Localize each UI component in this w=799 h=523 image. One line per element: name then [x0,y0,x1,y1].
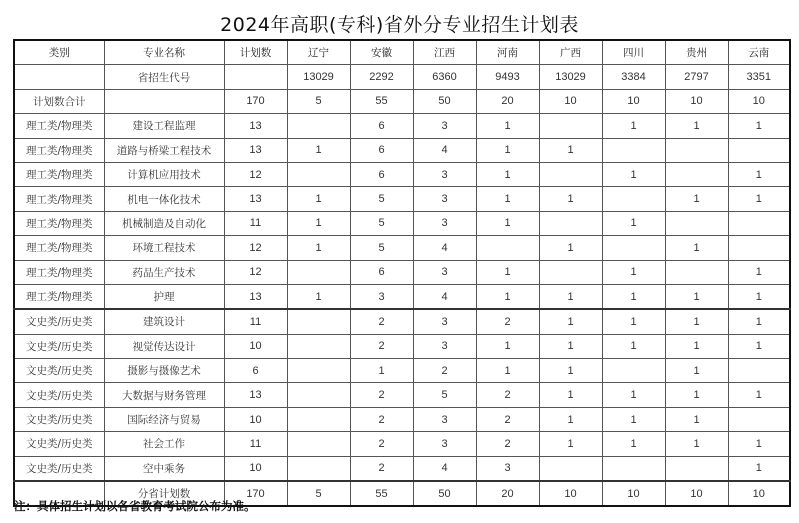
count-cell: 2797 [665,65,728,89]
count-cell [287,114,350,138]
count-cell: 3 [413,162,476,186]
count-cell: 1 [665,236,728,260]
count-cell: 170 [224,481,287,506]
count-cell: 1 [728,383,790,407]
column-header: 辽宁 [287,40,350,65]
count-cell: 10 [602,481,665,506]
count-cell: 1 [539,334,602,358]
count-cell [665,211,728,235]
count-cell: 1 [665,359,728,383]
column-header: 计划数 [224,40,287,65]
count-cell: 1 [476,162,539,186]
count-cell: 3384 [602,65,665,89]
count-cell: 1 [539,236,602,260]
count-cell: 1 [539,383,602,407]
category-cell: 理工类/物理类 [14,284,104,309]
enrollment-plan-table [13,39,791,507]
table-row [14,236,790,260]
table-row [14,260,790,284]
count-cell: 10 [539,89,602,113]
count-cell: 3 [413,260,476,284]
count-cell: 2292 [350,65,413,89]
count-cell: 10 [224,407,287,431]
count-cell [539,260,602,284]
count-cell: 6 [350,162,413,186]
major-name-cell: 视觉传达设计 [104,334,224,358]
column-header: 安徽 [350,40,413,65]
count-cell [539,114,602,138]
major-name-cell [104,89,224,113]
count-cell [665,138,728,162]
count-cell: 10 [665,89,728,113]
column-header: 广西 [539,40,602,65]
count-cell: 3 [413,309,476,334]
count-cell: 2 [413,359,476,383]
count-cell: 3 [350,284,413,309]
table-row [14,407,790,431]
count-cell: 1 [728,284,790,309]
count-cell: 3 [413,334,476,358]
count-cell: 1 [539,138,602,162]
count-cell: 4 [413,236,476,260]
count-cell: 12 [224,260,287,284]
count-cell: 20 [476,89,539,113]
count-cell: 6 [350,260,413,284]
count-cell: 1 [287,236,350,260]
count-cell: 2 [476,383,539,407]
count-cell: 2 [350,334,413,358]
count-cell: 9493 [476,65,539,89]
major-name-cell: 大数据与财务管理 [104,383,224,407]
count-cell: 6360 [413,65,476,89]
total-plan-row [14,89,790,113]
category-cell: 文史类/历史类 [14,407,104,431]
column-header: 四川 [602,40,665,65]
count-cell: 1 [728,456,790,481]
count-cell [665,260,728,284]
column-header: 类别 [14,40,104,65]
count-cell [224,65,287,89]
count-cell [287,334,350,358]
count-cell: 3 [413,407,476,431]
count-cell: 5 [350,236,413,260]
count-cell [728,138,790,162]
count-cell: 1 [287,211,350,235]
major-name-cell: 省招生代号 [104,65,224,89]
count-cell: 1 [476,138,539,162]
category-cell: 文史类/历史类 [14,359,104,383]
count-cell: 1 [602,309,665,334]
count-cell: 2 [350,309,413,334]
count-cell: 1 [728,260,790,284]
count-cell: 1 [287,284,350,309]
major-name-cell: 机电一体化技术 [104,187,224,211]
count-cell: 13 [224,284,287,309]
count-cell: 50 [413,481,476,506]
count-cell [665,162,728,186]
count-cell: 1 [665,407,728,431]
count-cell: 1 [602,114,665,138]
count-cell: 13 [224,114,287,138]
count-cell: 5 [413,383,476,407]
count-cell [539,456,602,481]
count-cell [287,456,350,481]
count-cell: 3 [413,114,476,138]
table-row [14,187,790,211]
category-cell: 理工类/物理类 [14,260,104,284]
major-name-cell: 护理 [104,284,224,309]
major-name-cell: 计算机应用技术 [104,162,224,186]
count-cell: 1 [602,334,665,358]
column-header: 云南 [728,40,790,65]
count-cell: 1 [665,334,728,358]
count-cell: 1 [476,187,539,211]
count-cell: 13029 [539,65,602,89]
table-row [14,334,790,358]
count-cell: 2 [350,407,413,431]
major-name-cell: 建设工程监理 [104,114,224,138]
category-cell: 文史类/历史类 [14,432,104,456]
province-code-row [14,65,790,89]
count-cell: 1 [476,359,539,383]
count-cell [602,138,665,162]
count-cell [602,359,665,383]
count-cell: 20 [476,481,539,506]
count-cell [665,456,728,481]
count-cell: 2 [476,309,539,334]
count-cell: 1 [665,284,728,309]
count-cell [539,211,602,235]
count-cell: 1 [539,309,602,334]
major-name-cell: 机械制造及自动化 [104,211,224,235]
count-cell [602,187,665,211]
count-cell [728,359,790,383]
count-cell: 5 [287,89,350,113]
table-row [14,456,790,481]
table-row [14,432,790,456]
count-cell: 50 [413,89,476,113]
count-cell: 13 [224,187,287,211]
column-header: 河南 [476,40,539,65]
count-cell [728,236,790,260]
count-cell: 1 [476,284,539,309]
count-cell: 10 [602,89,665,113]
count-cell: 1 [476,211,539,235]
major-name-cell: 环境工程技术 [104,236,224,260]
count-cell: 1 [602,284,665,309]
count-cell: 1 [602,211,665,235]
table-row [14,211,790,235]
count-cell: 1 [476,334,539,358]
count-cell: 1 [665,383,728,407]
count-cell: 1 [539,284,602,309]
count-cell: 1 [665,309,728,334]
category-cell: 文史类/历史类 [14,309,104,334]
count-cell: 11 [224,211,287,235]
count-cell [602,236,665,260]
count-cell: 13029 [287,65,350,89]
count-cell: 1 [287,138,350,162]
category-cell: 文史类/历史类 [14,456,104,481]
count-cell: 170 [224,89,287,113]
table-row [14,284,790,309]
table-row [14,138,790,162]
count-cell: 2 [476,407,539,431]
count-cell: 1 [728,334,790,358]
count-cell: 55 [350,481,413,506]
major-name-cell: 建筑设计 [104,309,224,334]
count-cell: 1 [476,114,539,138]
count-cell: 2 [350,456,413,481]
count-cell: 11 [224,309,287,334]
column-header: 江西 [413,40,476,65]
table-row [14,383,790,407]
count-cell: 10 [539,481,602,506]
count-cell: 1 [539,187,602,211]
category-cell: 理工类/物理类 [14,236,104,260]
count-cell: 10 [665,481,728,506]
count-cell: 55 [350,89,413,113]
category-cell: 理工类/物理类 [14,187,104,211]
count-cell [287,309,350,334]
count-cell: 4 [413,284,476,309]
table-row [14,114,790,138]
count-cell: 1 [350,359,413,383]
table-row [14,162,790,186]
count-cell [476,236,539,260]
count-cell: 5 [350,187,413,211]
major-name-cell: 社会工作 [104,432,224,456]
count-cell: 1 [602,407,665,431]
count-cell [728,211,790,235]
table-row [14,309,790,334]
count-cell [287,383,350,407]
count-cell: 1 [728,114,790,138]
footnote: 注：具体招生计划以各省教育考试院公布为准。 [14,499,256,513]
count-cell: 12 [224,162,287,186]
count-cell: 4 [413,138,476,162]
count-cell: 1 [287,187,350,211]
header-row [14,40,790,65]
major-name-cell: 空中乘务 [104,456,224,481]
page-title: 2024年高职(专科)省外分专业招生计划表 [220,14,579,36]
count-cell: 10 [224,334,287,358]
count-cell: 1 [539,407,602,431]
count-cell: 3 [413,432,476,456]
count-cell: 3351 [728,65,790,89]
count-cell: 1 [602,432,665,456]
count-cell: 6 [350,114,413,138]
count-cell: 1 [728,309,790,334]
count-cell [287,432,350,456]
count-cell: 1 [539,359,602,383]
column-header: 贵州 [665,40,728,65]
count-cell: 12 [224,236,287,260]
count-cell: 6 [224,359,287,383]
category-cell: 理工类/物理类 [14,114,104,138]
category-cell: 文史类/历史类 [14,334,104,358]
category-cell: 文史类/历史类 [14,383,104,407]
count-cell: 4 [413,456,476,481]
count-cell [287,260,350,284]
count-cell: 10 [728,481,790,506]
count-cell: 6 [350,138,413,162]
count-cell: 1 [602,260,665,284]
table-row [14,359,790,383]
count-cell: 5 [287,481,350,506]
count-cell: 1 [728,187,790,211]
count-cell: 1 [665,432,728,456]
count-cell [539,162,602,186]
count-cell: 10 [728,89,790,113]
count-cell: 5 [350,211,413,235]
count-cell: 1 [728,432,790,456]
count-cell [602,456,665,481]
category-cell: 理工类/物理类 [14,162,104,186]
count-cell: 2 [350,432,413,456]
count-cell: 13 [224,383,287,407]
major-name-cell: 道路与桥梁工程技术 [104,138,224,162]
category-cell [14,65,104,89]
column-header: 专业名称 [104,40,224,65]
category-cell: 理工类/物理类 [14,211,104,235]
count-cell: 3 [476,456,539,481]
count-cell [287,407,350,431]
count-cell [287,162,350,186]
major-name-cell: 分省计划数 [104,481,224,506]
major-name-cell: 摄影与摄像艺术 [104,359,224,383]
count-cell: 1 [602,162,665,186]
count-cell: 3 [413,211,476,235]
count-cell: 1 [728,162,790,186]
count-cell [287,359,350,383]
category-cell: 理工类/物理类 [14,138,104,162]
count-cell: 10 [224,456,287,481]
count-cell: 2 [350,383,413,407]
major-name-cell: 药品生产技术 [104,260,224,284]
count-cell: 3 [413,187,476,211]
count-cell: 1 [476,260,539,284]
count-cell: 1 [665,187,728,211]
count-cell: 11 [224,432,287,456]
count-cell: 13 [224,138,287,162]
major-name-cell: 国际经济与贸易 [104,407,224,431]
count-cell [728,407,790,431]
category-cell: 计划数合计 [14,89,104,113]
count-cell: 1 [539,432,602,456]
count-cell: 1 [602,383,665,407]
count-cell: 1 [665,114,728,138]
count-cell: 2 [476,432,539,456]
